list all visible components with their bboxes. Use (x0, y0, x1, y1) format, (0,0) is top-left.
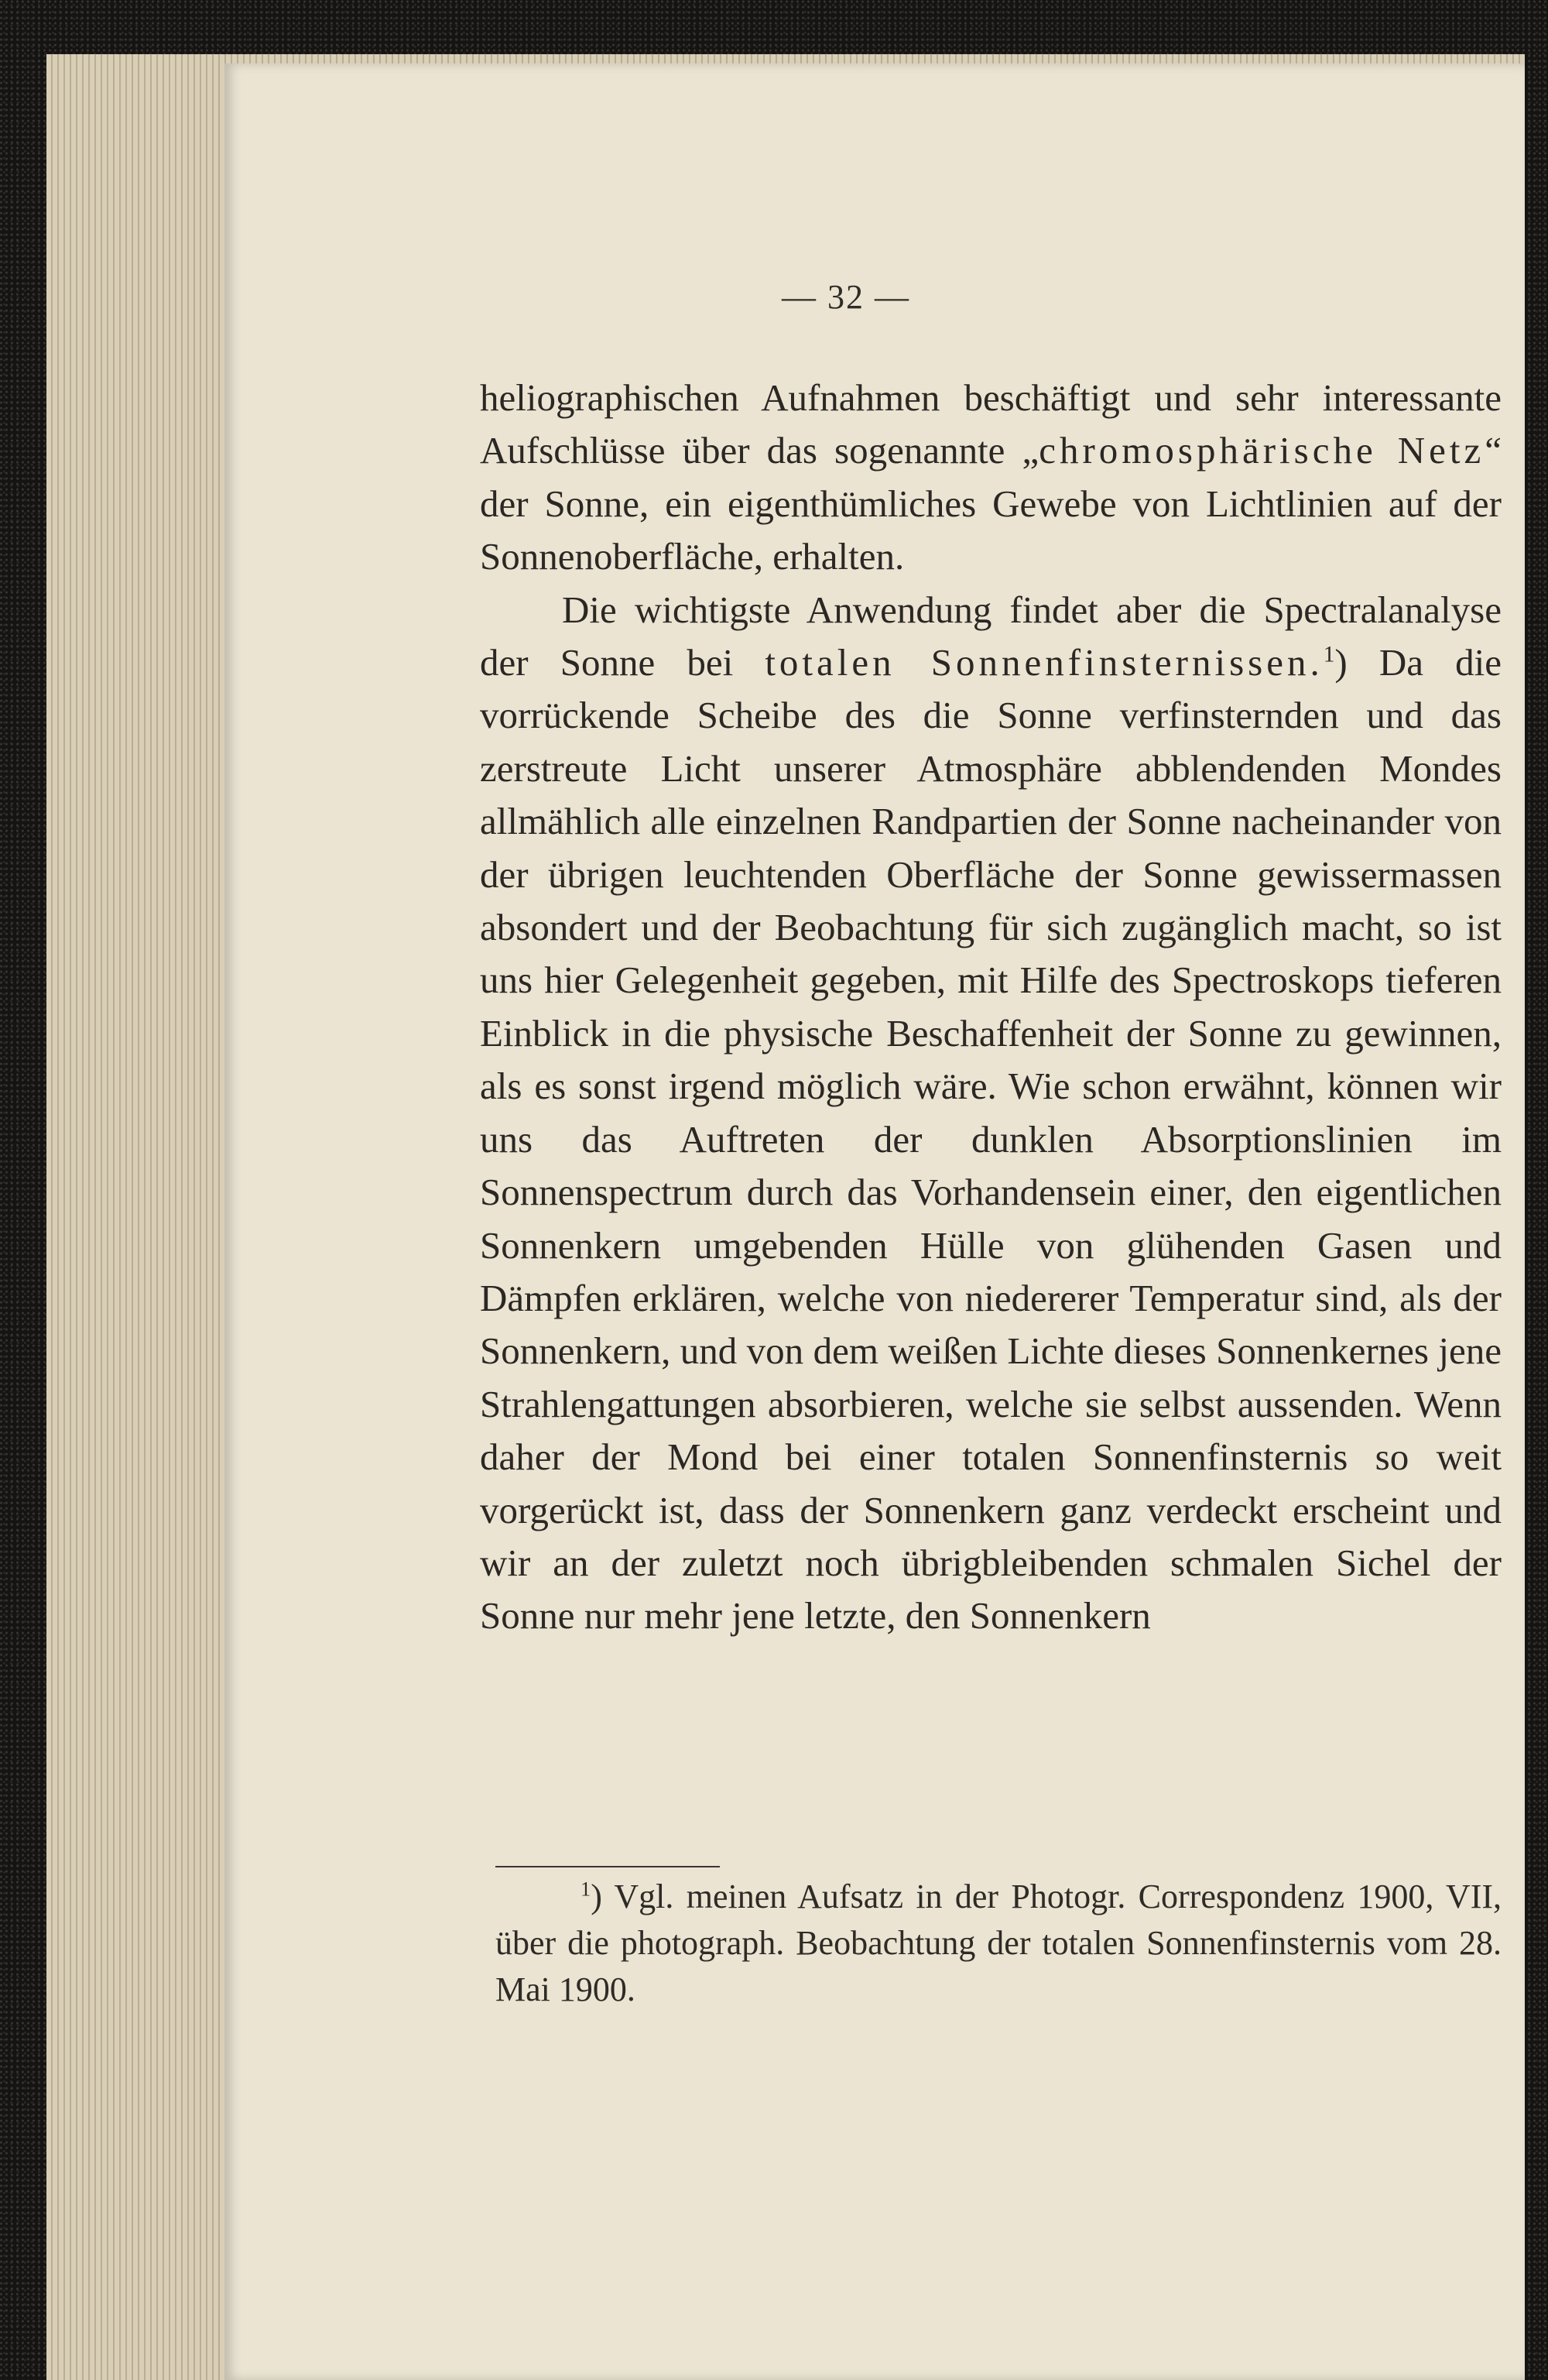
p2-start: Die wichtigste Anwendung findet aber die Spectralanalyse der Sonne bei (480, 588, 1502, 684)
body-text (480, 372, 1502, 1643)
paragraph-1 (480, 372, 1502, 584)
paragraph-2 (480, 584, 1502, 1643)
footnote-marker: 1 (580, 1877, 591, 1901)
p1-end: “ der Sonne, ein eigenthümliches Gewebe von Lichtlinien auf der Sonnenoberfläche, erhalten. (480, 429, 1502, 578)
p2-end: ) Da die vorrückende Scheibe des die Sonne verfinsternden und das zerstreute Licht unserer Atmosphäre abblendenden Mondes allmählich alle einzelnen Randpartien der Sonne nacheinander von der übrigen leuchtenden Oberfläche der Sonne gewissermassen absondert und der Beobachtung für sich zugänglich macht, so ist uns hier Gelegenheit gegeben, mit Hilfe des Spectroskops tieferen Einblick in die physische Beschaffenheit der Sonne zu gewinnen, als es sonst irgend möglich wäre. Wie schon erwähnt, können wir uns das Auftreten der dunklen Absorptionslinien im Sonnenspectrum durch das Vorhandensein einer, den eigentlichen Sonnenkern umgebenden Hülle von glühenden Gasen und Dämpfen erklären, welche von niedererer Temperatur sind, als der Sonnenkern, und von dem weißen Lichte dieses Sonnenkernes jene Strahlengattungen absorbieren, welche sie selbst aussenden. Wenn daher der Mond bei einer totalen Sonnenfinsternis so weit vorgerückt ist, dass der Sonnenkern ganz verdeckt erscheint und wir an der zuletzt noch übrigbleibenden schmalen Sichel der Sonne nur mehr jene letzte, den Sonnenkern (480, 641, 1502, 1638)
p2-emphasis: totalen Sonnenfinsternissen. (765, 641, 1324, 684)
page-number: — 32 — (782, 278, 910, 316)
footnote-text: ) Vgl. meinen Aufsatz in der Photogr. Correspondenz 1900, VII, über die photograph. Beobachtung der totalen Sonnenfinsternis vom 28. Mai 1900. (495, 1878, 1502, 2008)
p1-text: heliographischen Aufnahmen beschäftigt und sehr interessante Aufschlüsse über das sogenannte „ (480, 376, 1502, 472)
p1-emphasis: chromosphärische Netz (1039, 429, 1485, 472)
footnote-divider (495, 1866, 720, 1867)
footnote-paragraph (495, 1874, 1502, 2013)
footnote (495, 1874, 1502, 2013)
footnote-ref: 1 (1323, 642, 1335, 667)
